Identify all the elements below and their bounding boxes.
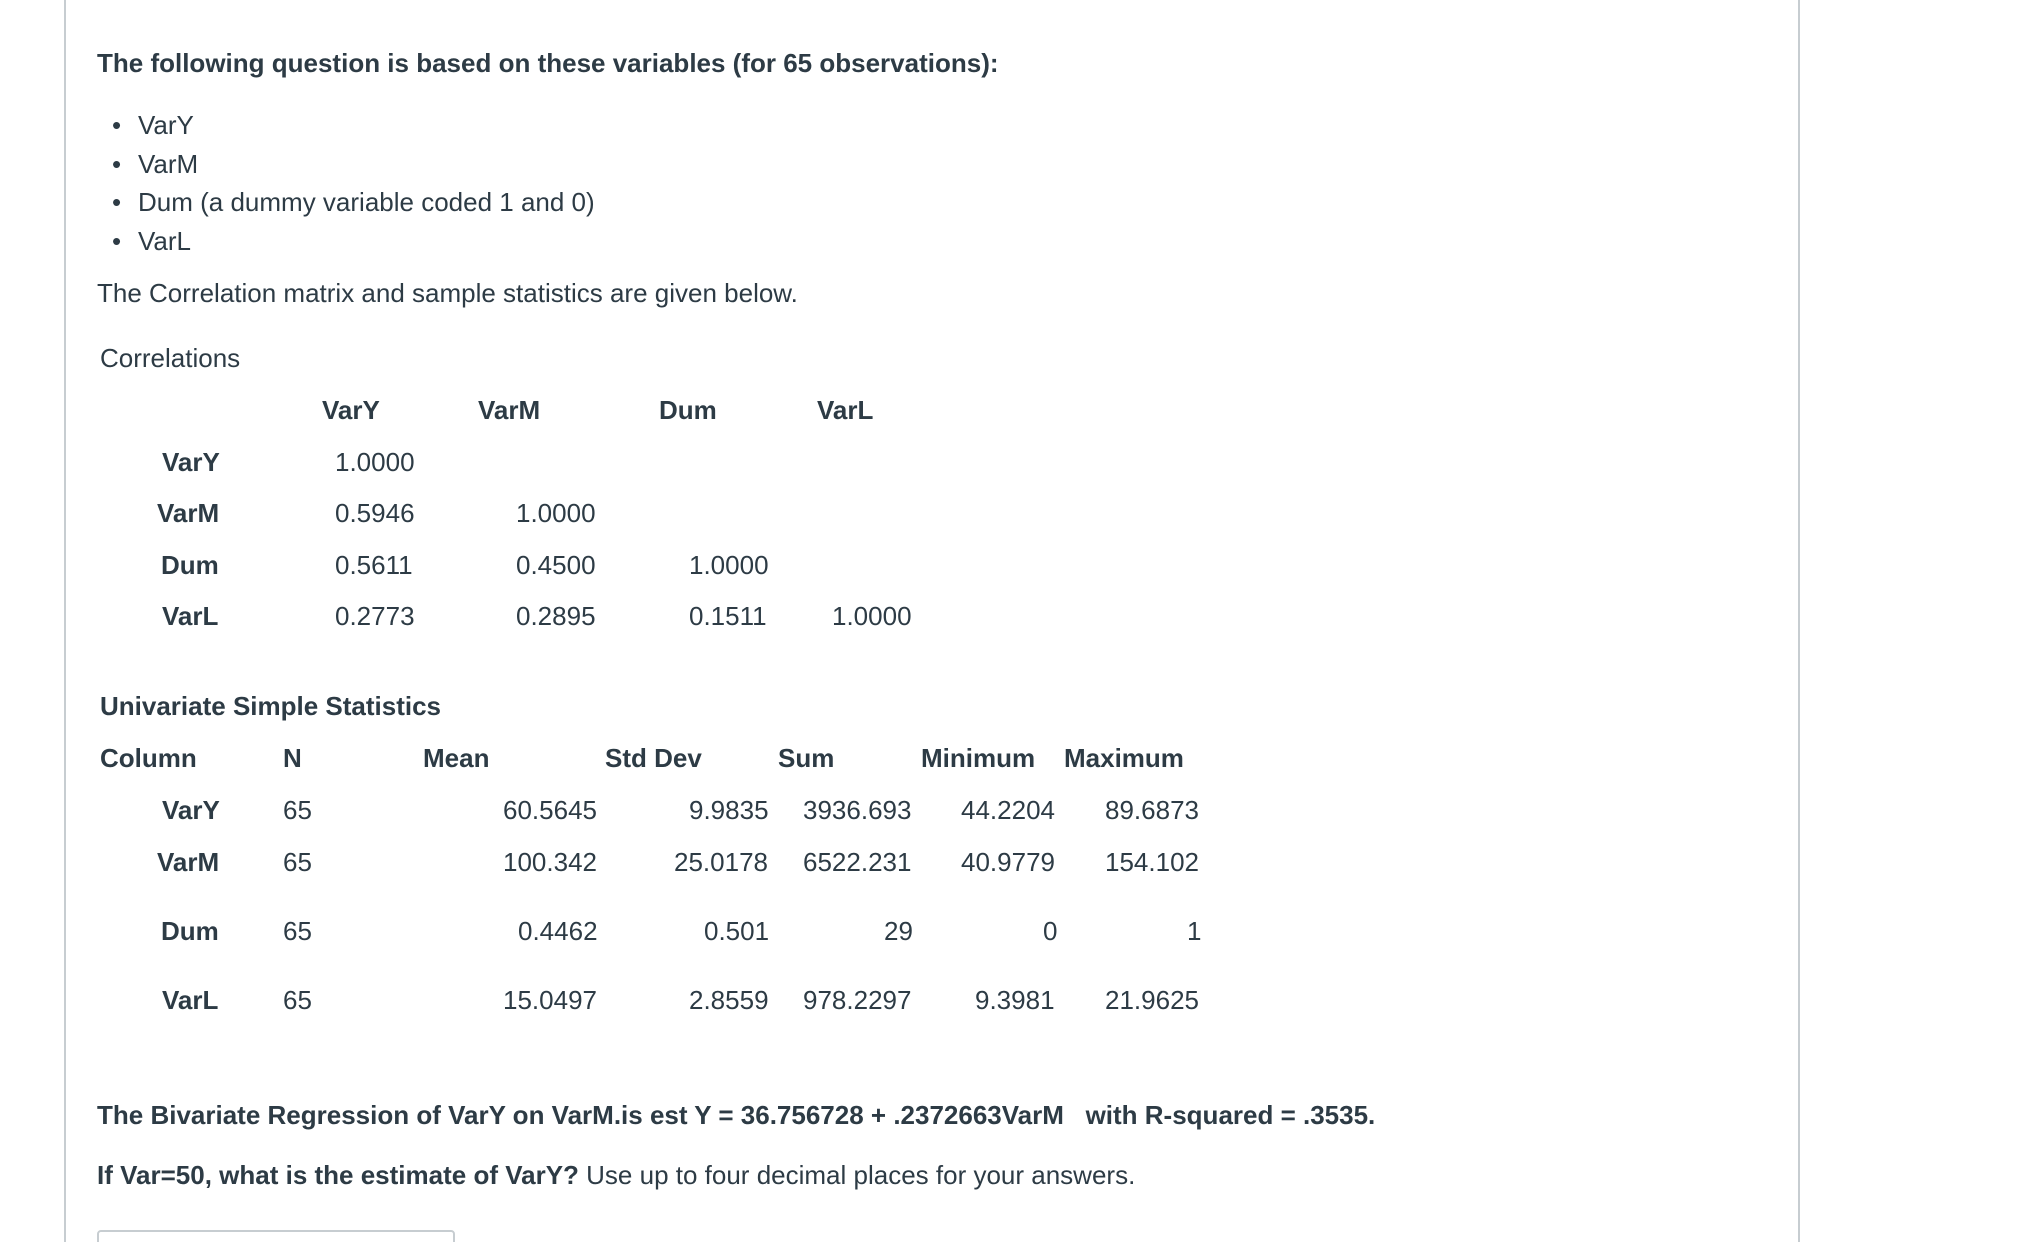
stats-row-label: VarL: [162, 985, 219, 1015]
stats-cell: 2.8559: [689, 985, 769, 1015]
stats-cell: 89.6873: [1105, 795, 1199, 825]
corr-cell: 1.0000: [832, 601, 912, 631]
corr-header-varl: VarL: [817, 395, 874, 425]
list-item: • VarL: [110, 222, 595, 261]
list-item: • VarY: [110, 106, 595, 145]
stats-cell: 978.2297: [803, 985, 912, 1015]
stats-header-maximum: Maximum: [1064, 743, 1184, 773]
corr-header-dum: Dum: [659, 395, 717, 425]
bullet-icon: •: [112, 110, 122, 140]
bullet-icon: •: [112, 148, 122, 179]
variable-list: [110, 106, 595, 260]
stats-cell: 65: [283, 916, 312, 946]
stats-row-label: Dum: [161, 916, 219, 946]
bullet-icon: •: [112, 225, 122, 256]
stats-cell: 25.0178: [674, 847, 768, 877]
stats-cell: 0: [1043, 916, 1058, 946]
corr-header-vary: VarY: [322, 395, 380, 425]
bullet-icon: •: [112, 187, 122, 217]
stats-cell: 40.9779: [961, 847, 1055, 877]
corr-cell: 1.0000: [335, 447, 415, 477]
corr-cell: 0.5946: [335, 498, 415, 528]
stats-cell: 9.3981: [975, 985, 1055, 1015]
answer-input[interactable]: [97, 1230, 455, 1242]
stats-cell: 100.342: [503, 847, 597, 877]
corr-row-label: VarL: [162, 601, 219, 631]
stats-row-label: VarM: [157, 847, 220, 877]
corr-cell: 1.0000: [689, 550, 769, 580]
stats-cell: 154.102: [1105, 847, 1199, 877]
corr-cell: 1.0000: [516, 498, 596, 528]
stats-title: Univariate Simple Statistics: [100, 691, 442, 721]
corr-header-varm: VarM: [478, 395, 541, 425]
stats-cell: 21.9625: [1105, 985, 1199, 1015]
stats-cell: 6522.231: [803, 847, 912, 877]
corr-row-label: Dum: [161, 550, 219, 580]
correlations-caption: Correlations: [100, 343, 241, 373]
question-text: [97, 1160, 1135, 1191]
corr-row-label: VarM: [157, 498, 220, 528]
stats-header-minimum: Minimum: [921, 743, 1036, 773]
question-instructions: Use up to four decimal places for your answers.: [586, 1160, 1136, 1190]
question-intro: The following question is based on these variables (for 65 observations):: [97, 48, 999, 78]
corr-cell: 0.4500: [516, 550, 596, 580]
description-text: The Correlation matrix and sample statistics are given below.: [97, 278, 798, 308]
stats-header-mean: Mean: [423, 743, 490, 773]
corr-row-label: VarY: [162, 447, 220, 477]
stats-cell: 65: [283, 847, 312, 877]
corr-cell: 0.1511: [689, 601, 767, 631]
corr-cell: 0.2895: [516, 601, 596, 631]
stats-header-sum: Sum: [778, 743, 835, 773]
stats-cell: 0.4462: [518, 916, 598, 946]
question-bold: If Var=50, what is the estimate of VarY?: [97, 1160, 579, 1190]
list-item: • VarM: [110, 145, 595, 184]
stats-cell: 44.2204: [961, 795, 1055, 825]
stats-header-std-dev: Std Dev: [605, 743, 702, 773]
stats-cell: 3936.693: [803, 795, 912, 825]
stats-cell: 9.9835: [689, 795, 769, 825]
stats-header-column: Column: [100, 743, 197, 773]
stats-cell: 0.501: [704, 916, 770, 946]
corr-cell: 0.2773: [335, 601, 415, 631]
stats-cell: 29: [884, 916, 913, 946]
stats-cell: 1: [1187, 916, 1202, 946]
regression-statement: The Bivariate Regression of VarY on VarM.is est Y = 36.756728 + .2372663VarM with R-squared = .3535.: [97, 1100, 1376, 1130]
corr-cell: 0.5611: [335, 550, 413, 580]
stats-cell: 15.0497: [503, 985, 597, 1015]
stats-cell: 60.5645: [503, 795, 597, 825]
stats-cell: 65: [283, 985, 312, 1015]
stats-row-label: VarY: [162, 795, 220, 825]
stats-header-n: N: [283, 743, 302, 773]
stats-cell: 65: [283, 795, 312, 825]
list-item: • Dum (a dummy variable coded 1 and 0): [110, 183, 595, 222]
